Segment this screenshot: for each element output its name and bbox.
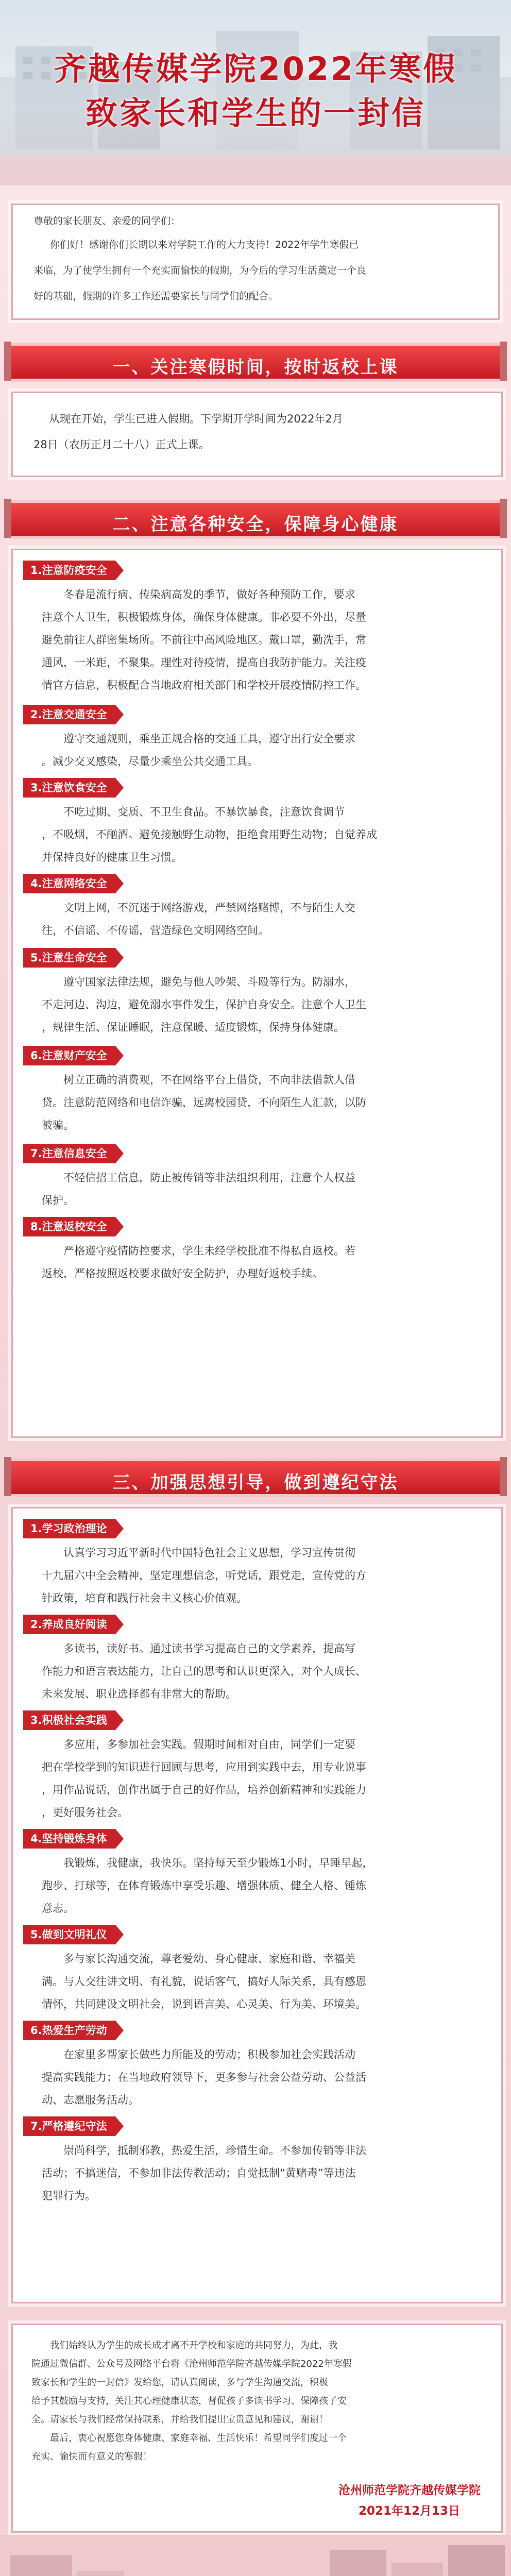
- text-line: 避免前往人群密集场所。不前往中高风险地区。戴口罩，勤洗手，常: [42, 634, 366, 646]
- subheading-life-safety: 5.注意生命安全: [23, 948, 115, 968]
- subheading-political-theory: 1.学习政治理论: [23, 1519, 115, 1538]
- text-line: 崇尚科学，抵制邪教，热爱生活，珍惜生命。不参加传销等非法: [63, 2144, 366, 2157]
- signature-date: 2021年12月13日: [358, 2504, 460, 2518]
- labor-text: [42, 2043, 485, 2111]
- reading-habit-text: [42, 1637, 485, 1705]
- text-line: 在家里多帮家长做些力所能及的劳动；积极参加社会实践活动: [63, 2048, 355, 2061]
- text-line: 严格遵守疫情防控要求，学生未经学校批准不得私自返校。若: [63, 1245, 355, 1257]
- subheading-network-safety: 4.注意网络安全: [23, 874, 115, 893]
- subheading-return-safety: 8.注意返校安全: [23, 1217, 115, 1236]
- text-line: 作能力和语言表达能力，让自己的思考和认识更深入，对个人成长、: [42, 1665, 366, 1677]
- section-1-box: [11, 392, 503, 477]
- text-line: 。减少交叉感染，尽量少乘坐公共交通工具。: [42, 755, 258, 768]
- section-heading-text: 一、关注寒假时间，按时返校上课: [112, 357, 399, 378]
- text-line: 院通过微信群、公众号及网络平台将《沧州师范学院齐越传媒学院2022年寒假: [31, 2359, 352, 2369]
- closing-box: [11, 2324, 503, 2533]
- text-line: 多读书，读好书。通过读书学习提高自己的文学素养，提高写: [63, 1642, 355, 1655]
- section-1-line: 28日（农历正月二十八）正式上课。: [33, 438, 210, 451]
- subheading-information-safety: 7.注意信息安全: [23, 1144, 115, 1163]
- section-heading-2: [11, 500, 500, 539]
- information-safety-text: [42, 1166, 485, 1212]
- civilized-etiquette-text: [42, 1947, 485, 2015]
- return-safety-text: [42, 1240, 485, 1285]
- subheading-traffic-safety: 2.注意交通安全: [23, 705, 115, 724]
- closing-text: [31, 2336, 485, 2466]
- text-line: 被骗。: [42, 1119, 74, 1131]
- page-title-line-2: 致家长和学生的一封信: [85, 94, 425, 132]
- subheading-obey-law: 7.严格遵纪守法: [23, 2116, 115, 2136]
- ribbon-end-left: [4, 499, 11, 538]
- text-line: 跑步、打球等，在体育锻炼中享受乐趣、增强体质、健全人格、锤炼: [42, 1879, 366, 1892]
- ribbon-end-left: [4, 1457, 11, 1496]
- text-line: 树立正确的消费观，不在网络平台上借贷，不向非法借款人借: [63, 1074, 355, 1086]
- political-theory-text: [42, 1541, 485, 1609]
- traffic-safety-text: [42, 727, 485, 773]
- subheading-epidemic-safety: 1.注意防疫安全: [23, 561, 115, 580]
- greeting-line: 来临，为了使学生拥有一个充实而愉快的假期，为今后的学习生活奠定一个良: [33, 265, 367, 276]
- social-practice-text: [42, 1733, 485, 1824]
- physical-exercise-text: [42, 1852, 485, 1920]
- greeting-salutation: 尊敬的家长朋友、亲爱的同学们：: [33, 215, 181, 227]
- epidemic-safety-text: [42, 583, 485, 697]
- greeting-box: [11, 204, 500, 320]
- text-line: 文明上网，不沉迷于网络游戏，严禁网络赌博，不与陌生人交: [63, 902, 355, 914]
- text-line: 贷。注意防范网络和电信诈骗，远离校园贷，不向陌生人汇款，以防: [42, 1096, 366, 1109]
- text-line: 情怀，共同建设文明社会，说到语言美、心灵美、行为美、环境美。: [42, 1998, 366, 2010]
- header-banner: [0, 0, 511, 185]
- network-safety-text: [42, 896, 485, 942]
- subheading-property-safety: 6.注意财产安全: [23, 1046, 115, 1065]
- text-line: 充实、愉快而有意义的寒假！: [31, 2451, 152, 2462]
- text-line: 把在学校学到的知识进行回顾与思考，应用到实践中去，用专业说事: [42, 1761, 366, 1773]
- text-line: 未来发展、职业选择都有非常大的帮助。: [42, 1688, 236, 1700]
- text-line: 多应用，多参加社会实践。假期时间相对自由，同学们一定要: [63, 1738, 355, 1751]
- ribbon-end-right: [500, 499, 507, 538]
- text-line: ，用作品说话，创作出属于自己的好作品，培养创新精神和实践能力: [42, 1784, 366, 1796]
- section-2-box: [11, 549, 503, 1438]
- text-line: 提高实践能力；在当地政府领导下，更多参与社会公益劳动、公益活: [42, 2071, 366, 2083]
- section-1-line: 从现在开始，学生已进入假期。下学期开学时间为2022年2月: [49, 413, 343, 425]
- section-heading-3: [11, 1458, 500, 1497]
- text-line: 注意个人卫生，积极锻炼身体，确保身体健康。非必要不外出，尽量: [42, 611, 366, 623]
- text-line: 动、志愿服务活动。: [42, 2094, 139, 2106]
- subheading-social-practice: 3.积极社会实践: [23, 1710, 115, 1730]
- text-line: ，更好服务社会。: [42, 1806, 128, 1819]
- text-line: 不走河边、沟边，避免溺水事件发生，保护自身安全。注意个人卫生: [42, 998, 366, 1011]
- text-line: 往，不信谣、不传谣，营造绿色文明网络空间。: [42, 924, 269, 937]
- section-heading-1: [11, 343, 500, 382]
- text-line: 返校，严格按照返校要求做好安全防护，办理好返校手续。: [42, 1267, 323, 1280]
- subheading-reading-habit: 2.养成良好阅读: [23, 1615, 115, 1634]
- text-line: 多与家长沟通交流，尊老爱幼、身心健康、家庭和谐、幸福美: [63, 1953, 355, 1965]
- text-line: 全。请家长与我们经常保持联系，并给我们提出宝贵意见和建议，谢谢！: [31, 2414, 328, 2425]
- text-line: 意志。: [42, 1902, 74, 1914]
- ribbon-end-left: [4, 342, 11, 381]
- greeting-line: 好的基础，假期的许多工作还需要家长与同学们的配合。: [33, 291, 279, 302]
- subheading-labor: 6.热爱生产劳动: [23, 2021, 115, 2040]
- text-line: 认真学习习近平新时代中国特色社会主义思想，学习宣传贯彻: [63, 1547, 355, 1559]
- section-heading-text: 三、加强思想引导，做到遵纪守法: [112, 1472, 399, 1493]
- obey-law-text: [42, 2139, 485, 2207]
- text-line: 针政策，培育和践行社会主义核心价值观。: [42, 1592, 247, 1604]
- text-line: 不轻信招工信息，防止被传销等非法组织利用，注意个人权益: [63, 1172, 355, 1184]
- text-line: 给予其鼓励与支持，关注其心理健康状态，督促孩子多读书学习、保障孩子安: [31, 2396, 347, 2406]
- subheading-food-safety: 3.注意饮食安全: [23, 778, 115, 798]
- text-line: 活动；不搞迷信，不参加非法传教活动；自觉抵制“黄赌毒”等违法: [42, 2167, 356, 2179]
- life-safety-text: [42, 971, 485, 1039]
- food-safety-text: [42, 801, 485, 869]
- text-line: 十九届六中全会精神，坚定理想信念，听党话，跟党走，宣传党的方: [42, 1569, 366, 1582]
- section-3-box: [11, 1507, 503, 2303]
- text-line: 保护。: [42, 1194, 74, 1207]
- greeting-line: 你们好！感谢你们长期以来对学院工作的大力支持！2022年学生寒假已: [50, 239, 359, 250]
- ribbon-end-right: [500, 1457, 507, 1496]
- text-line: 犯罪行为。: [42, 2190, 96, 2202]
- page-title-line-1: 齐越传媒学院2022年寒假: [54, 50, 457, 88]
- text-line: 致家长和学生的一封信》发给您，请认真阅读，多与学生沟通交流，积极: [31, 2377, 328, 2388]
- text-line: 通风，一米距，不聚集。理性对待疫情，提高自我防护能力。关注疫: [42, 656, 366, 669]
- text-line: 我锻炼，我健康，我快乐。坚持每天至少锻炼1小时，早睡早起，: [63, 1857, 373, 1869]
- property-safety-text: [42, 1069, 485, 1137]
- text-line: 情官方信息，积极配合当地政府相关部门和学校开展疫情防控工作。: [42, 679, 366, 691]
- text-line: ，规律生活、保证睡眠，注意保暖、适度锻炼，保持身体健康。: [42, 1021, 345, 1033]
- text-line: 我们始终认为学生的成长成才离不开学校和家庭的共同努力，为此，我: [50, 2340, 337, 2351]
- text-line: 遵守交通规则，乘坐正规合格的交通工具，遵守出行安全要求: [63, 733, 355, 745]
- text-line: 并保持良好的健康卫生习惯。: [42, 851, 182, 863]
- text-line: 最后，衷心祝愿您身体健康、家庭幸福、生活快乐！希望同学们度过一个: [50, 2433, 347, 2444]
- text-line: 冬春是流行病、传染病高发的季节，做好各种预防工作，要求: [63, 588, 355, 601]
- text-line: ，不吸烟，不酗酒。避免接触野生动物，拒绝食用野生动物；自觉养成: [42, 828, 377, 841]
- text-line: 不吃过期、变质、不卫生食品。不暴饮暴食，注意饮食调节: [63, 806, 345, 818]
- ribbon-end-right: [500, 342, 507, 381]
- subheading-physical-exercise: 4.坚持锻炼身体: [23, 1829, 115, 1849]
- text-line: 满。与人交往讲文明、有礼貌，说话客气，搞好人际关系，具有感恩: [42, 1975, 366, 1988]
- signature: 沧州师范学院齐越传媒学院: [338, 2484, 481, 2497]
- subheading-civilized-etiquette: 5.做到文明礼仪: [23, 1925, 115, 1944]
- footer-campus-illustration: [0, 2535, 511, 2576]
- section-heading-text: 二、注意各种安全，保障身心健康: [112, 514, 399, 535]
- text-line: 遵守国家法律法规，避免与他人吵架、斗殴等行为。防溺水，: [63, 976, 355, 988]
